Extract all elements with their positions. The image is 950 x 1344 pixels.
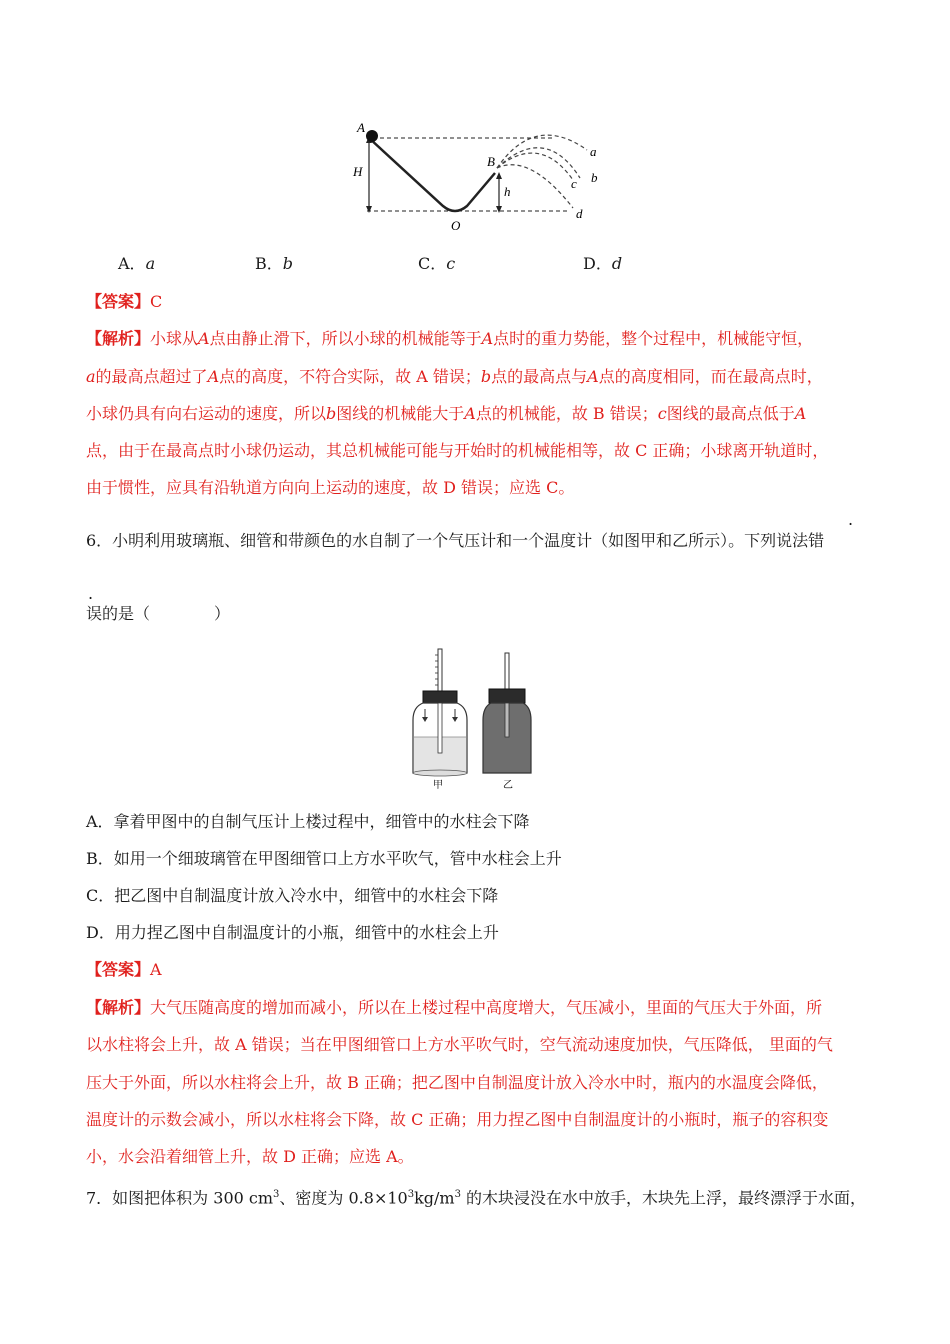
track-diagram: [345, 118, 610, 233]
q5-analysis-line-4: 点，由于在最高点时小球仍运动，其总机械能可能与开始时的机械能相等，故 C 正确；小球离开轨道时，: [86, 441, 829, 460]
label-d: d: [576, 206, 583, 221]
q5-analysis-line-5: 由于惯性，应具有沿轨道方向向上运动的速度，故 D 错误；应选 C。: [86, 478, 575, 497]
q6-option-c: C．把乙图中自制温度计放入冷水中，细管中的水柱会下降: [86, 886, 499, 905]
thermometer-bottle: [483, 653, 531, 773]
label-h: h: [504, 184, 511, 199]
q5-analysis-line-2: a的最高点超过了A点的高度，不符合实际，故 A 错误；b点的最高点与A点的高度相同，而在最高点时，: [86, 367, 823, 386]
q5-option-b: B．b: [255, 254, 294, 273]
q6-analysis-line-1: 【解析】大气压随高度的增加而减小，所以在上楼过程中高度增大，气压减小，里面的气压大于外面，所: [86, 998, 823, 1017]
label-b: b: [591, 170, 598, 185]
q5-option-c: C．c: [418, 254, 456, 273]
label-O: O: [451, 218, 461, 233]
q6-analysis-line-5: 小，水会沿着细管上升，故 D 正确；应选 A。: [86, 1147, 414, 1166]
trajectory-a: [497, 135, 587, 168]
q5-analysis-line-1: 【解析】小球从A点由静止滑下，所以小球的机械能等于A点时的重力势能，整个过程中，机械能守恒，: [86, 329, 814, 348]
q5-analysis-line-3: 小球仍具有向右运动的速度，所以b图线的机械能大于A点的机械能，故 B 错误；c图线的最高点低于A: [86, 404, 807, 423]
q6-option-b: B．如用一个细玻璃管在甲图细管口上方水平吹气，管中水柱会上升: [86, 849, 562, 868]
q7-stem-line-1: 7．如图把体积为 300 $cm^3$、密度为 $0.8\times 10^3kg/m^3$ 的木块浸没在水中放手，木块先上浮，最终漂浮于水面，: [86, 1188, 867, 1208]
q6-analysis-line-4: 温度计的示数会减小，所以水柱将会下降，故 C 正确；用力捏乙图中自制温度计的小瓶时，瓶子的容积变: [86, 1110, 829, 1129]
q5-option-d: D．d: [583, 254, 623, 273]
q6-analysis-line-2: 以水柱将会上升，故 A 错误；当在甲图细管口上方水平吹气时，空气流动速度加快，气压降低， 里面的气: [86, 1035, 833, 1054]
label-a: a: [590, 144, 597, 159]
barometer-bottle: [413, 649, 467, 776]
q6-stem-line-1: 6．小明利用玻璃瓶、细管和带颜色的水自制了一个气压计和一个温度计（如图甲和乙所示）。下列说法错: [86, 531, 825, 550]
label-yi: 乙: [503, 780, 513, 790]
q6-stem-line-2: 误的是（ ）: [86, 604, 231, 623]
label-jia: 甲: [433, 780, 443, 790]
label-A: A: [357, 120, 365, 135]
q5-option-a: A．a: [118, 254, 156, 273]
label-H: H: [353, 164, 363, 179]
bottles-diagram: [405, 645, 555, 790]
label-B: B: [487, 154, 495, 169]
q5-answer: 【答案】C: [86, 292, 163, 311]
ball: [366, 130, 378, 142]
q6-option-d: D．用力捏乙图中自制温度计的小瓶，细管中的水柱会上升: [86, 923, 499, 942]
q6-emphasis-dot-bottom: .: [88, 584, 94, 603]
track-path: [369, 138, 495, 211]
label-c: c: [571, 176, 577, 191]
q6-emphasis-dot-top: .: [848, 510, 854, 529]
q6-analysis-line-3: 压大于外面，所以水柱将会上升，故 B 正确；把乙图中自制温度计放入冷水中时，瓶内的水温度会降低，: [86, 1073, 828, 1092]
q6-option-a: A．拿着甲图中的自制气压计上楼过程中，细管中的水柱会下降: [86, 812, 530, 831]
q6-answer: 【答案】A: [86, 960, 162, 979]
